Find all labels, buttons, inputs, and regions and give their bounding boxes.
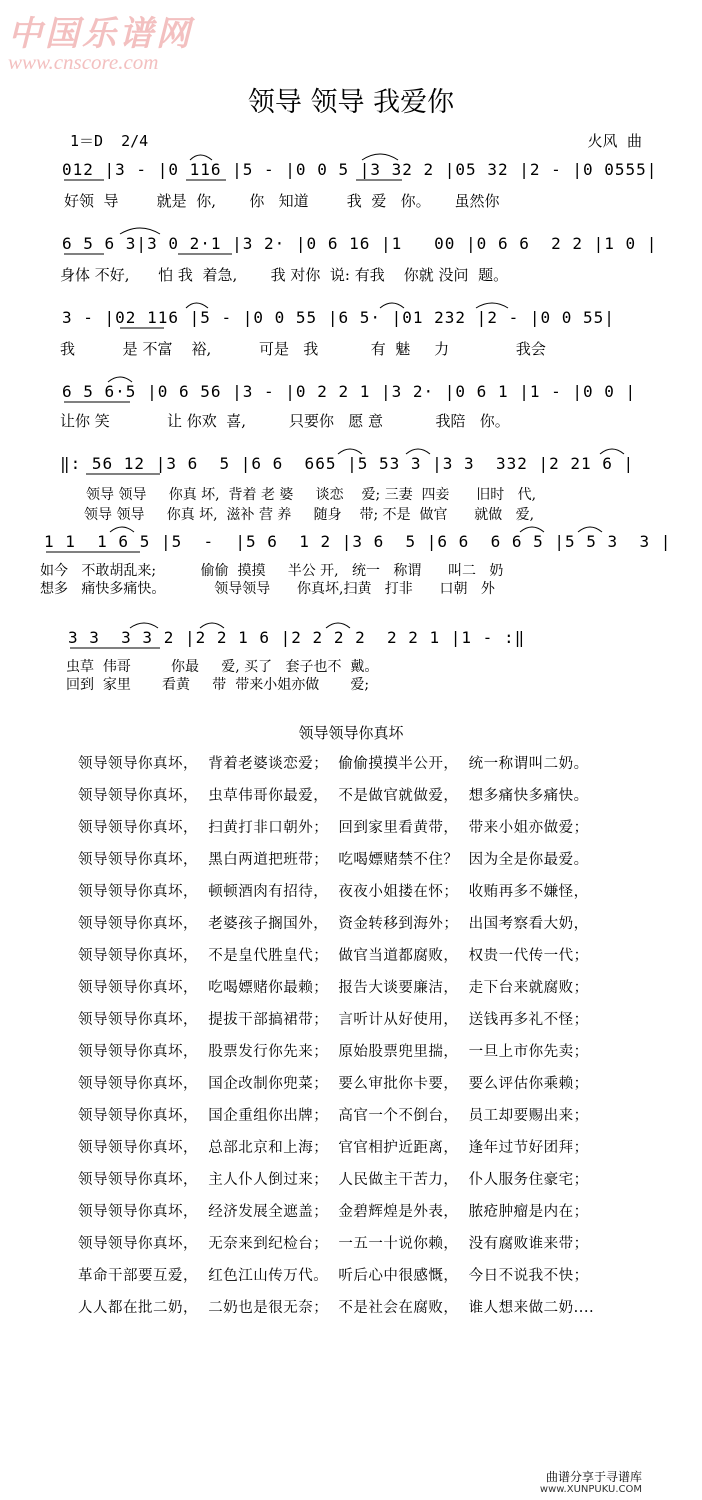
key-time-signature: 1＝D 2/4 [70,132,149,150]
footer-url[interactable]: www.XUNPUKU.COM [539,1484,642,1495]
score-row-6-lyrics-1: 如今 不敢胡乱来; 偷偷 摸摸 半公 开, 统一 称谓 叫二 奶 [40,563,504,579]
lyrics-line: 领导领导你真坏， 虫草伟哥你最爱， 不是做官就做爱， 想多痛快多痛快。 [78,788,589,804]
score-row-5-lyrics-1: 领导 领导 你真 坏, 背着 老 婆 谈恋 爱; 三妻 四妾 旧时 代, [86,487,537,503]
score-row-3-notes: 3 - |02 116 |5 - |0 0 55 |6 5· |01 232 |2 - |0 0 55| [62,308,615,327]
score-row-5-notes: ‖: 56 12 |3 6 5 |6 6 665 |5 53 3 |3 3 332 |2 21 6 | [60,454,635,473]
score-row-4-notes: 6 5 6·5 |0 6 56 |3 - |0 2 2 1 |3 2· |0 6 1 |1 - |0 0 | [62,382,637,401]
lyrics-line: 领导领导你真坏， 吃喝嫖赌你最赖； 报告大谈要廉洁， 走下台来就腐败； [78,980,589,996]
score-row-6-lyrics-2: 想多 痛快多痛快。 领导领导 你真坏,扫黄 打非 口朝 外 [40,581,495,597]
footer-label: 曲谱分享于寻谱库 [545,1470,642,1484]
lyrics-line: 领导领导你真坏， 股票发行你先来； 原始股票兜里揣， 一旦上市你先卖； [78,1044,589,1060]
lyrics-line: 领导领导你真坏， 顿顿酒肉有招待， 夜夜小姐搂在怀； 收贿再多不嫌怪， [78,884,589,900]
lyrics-line: 领导领导你真坏， 主人仆人倒过来； 人民做主干苦力， 仆人服务住豪宅； [78,1172,589,1188]
page-title: 领导 领导 我爱你 [247,87,455,118]
composer: 火风 曲 [587,132,642,150]
lyrics-line: 领导领导你真坏， 不是皇代胜皇代； 做官当道都腐败， 权贵一代传一代； [78,948,589,964]
score-row-2-lyrics: 身体 不好, 怕 我 着急, 我 对你 说: 有我 你就 没问 题。 [60,266,509,284]
lyrics-line: 领导领导你真坏， 黑白两道把班带； 吃喝嫖赌禁不住？ 因为全是你最爱。 [78,852,589,868]
lyrics-line: 领导领导你真坏， 扫黄打非口朝外； 回到家里看黄带， 带来小姐亦做爱； [78,820,589,836]
score-row-2-notes: 6 5 6 3|3 0 2·1 |3 2· |0 6 16 |1 00 |0 6 6 2 2 |1 0 | [62,234,658,253]
lyrics-line: 领导领导你真坏， 经济发展全遮盖； 金碧辉煌是外表， 脓疮肿瘤是内在； [78,1204,589,1220]
score-row-5-lyrics-2: 领导 领导 你真 坏, 滋补 营 养 随身 带; 不是 做官 就做 爱, [84,507,535,523]
score-row-7-lyrics-1: 虫草 伟哥 你最 爱, 买了 套子也不 戴。 [66,659,379,675]
score-row-1-lyrics: 好领 导 就是 你, 你 知道 我 爱 你。 虽然你 [64,192,500,210]
lyrics-line: 革命干部要互爱， 红色江山传万代。 听后心中很感慨， 今日不说我不快； [78,1268,589,1284]
score-row-7-notes: 3 3 3 3 2 |2 2 1 6 |2 2 2 2 2 2 1 |1 - :‖ [68,628,526,647]
lyrics-section-title: 领导领导你真坏 [298,724,404,742]
score-row-4-lyrics: 让你 笑 让 你欢 喜, 只要你 愿 意 我陪 你。 [60,412,510,430]
lyrics-line: 领导领导你真坏， 无奈来到纪检台； 一五一十说你赖， 没有腐败谁来带； [78,1236,589,1252]
lyrics-line: 领导领导你真坏， 提拔干部搞裙带； 言听计从好使用， 送钱再多礼不怪； [78,1012,589,1028]
score-row-3-lyrics: 我 是 不富 裕, 可是 我 有 魅 力 我会 [60,340,546,358]
score-row-6-notes: 1 1 1 6 5 |5 - |5 6 1 2 |3 6 5 |6 6 6 6 5 |5 5 3 3 | [44,532,672,551]
lyrics-line: 人人都在批二奶， 二奶也是很无奈； 不是社会在腐败， 谁人想来做二奶.... [78,1300,595,1316]
watermark-url: www.cnscore.com [8,50,159,74]
lyrics-line: 领导领导你真坏， 老婆孩子搁国外， 资金转移到海外； 出国考察看大奶， [78,916,589,932]
lyrics-line: 领导领导你真坏， 总部北京和上海； 官官相护近距离， 逢年过节好团拜； [78,1140,589,1156]
lyrics-line: 领导领导你真坏， 背着老婆谈恋爱； 偷偷摸摸半公开， 统一称谓叫二奶。 [78,756,589,772]
lyrics-line: 领导领导你真坏， 国企改制你兜菜； 要么审批你卡要， 要么评估你乘赖； [78,1076,589,1092]
lyrics-line: 领导领导你真坏， 国企重组你出牌； 高官一个不倒台， 员工却要赐出来； [78,1108,589,1124]
score-row-1-notes: 012 |3 - |0 116 |5 - |0 0 5 |3 32 2 |05 32 |2 - |0 0555| [62,160,658,179]
score-row-7-lyrics-2: 回到 家里 看黄 带 带来小姐亦做 爱; [66,677,370,693]
watermark-logo: 中国乐谱网 [8,14,193,54]
